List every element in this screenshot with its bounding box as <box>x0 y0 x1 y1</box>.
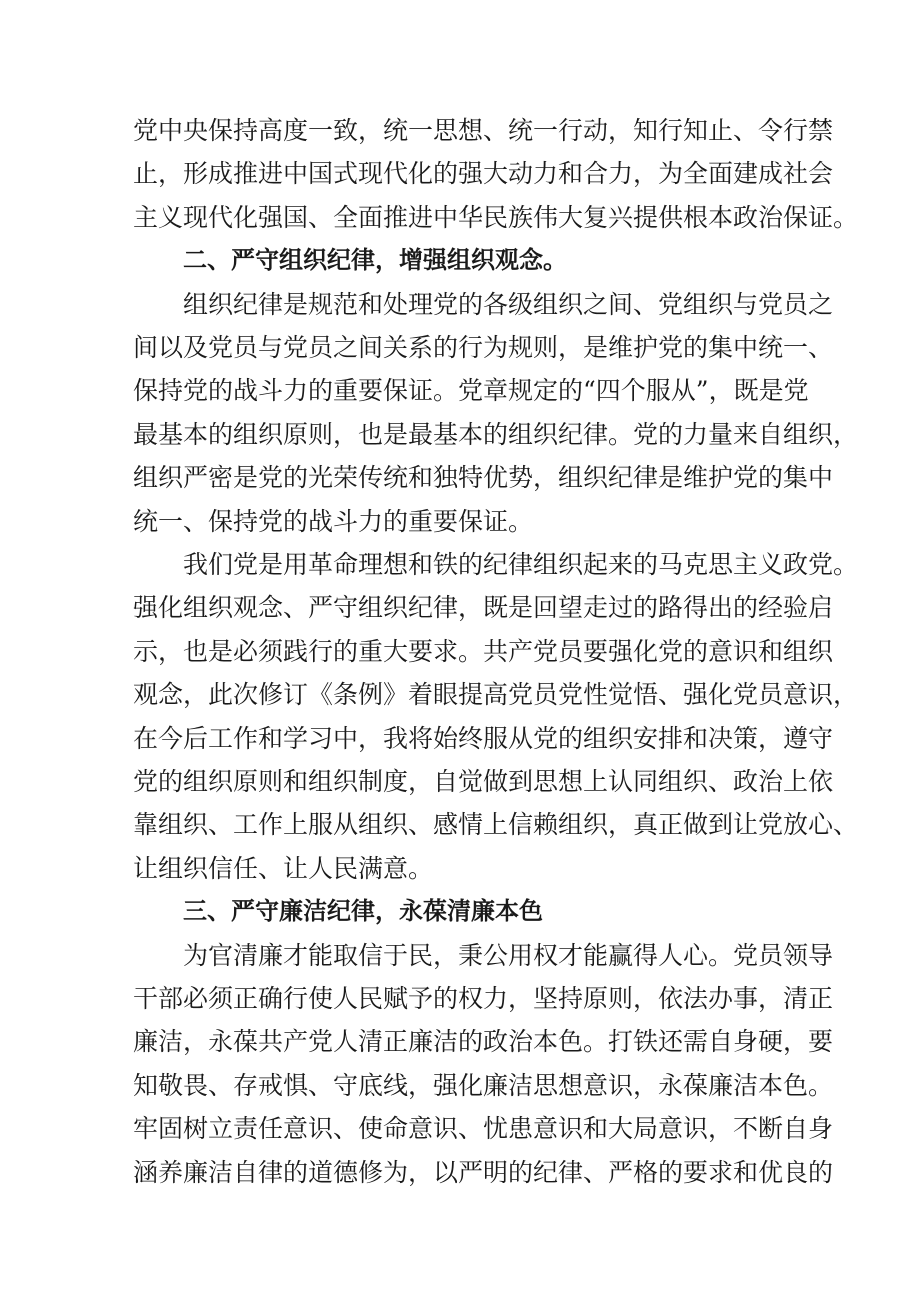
text-line: 为官清廉才能取信于民，秉公用权才能赢得人心。党员领导 <box>183 940 834 970</box>
section-heading: 二、严守组织纪律，增强组织观念。 <box>183 246 567 275</box>
text-line: 最基本的组织原则，也是最基本的组织纪律。党的力量来自组织， <box>133 419 859 449</box>
text-line: 止，形成推进中国式现代化的强大动力和合力，为全面建成社会 <box>133 159 834 189</box>
text-line: 干部必须正确行使人民赋予的权力，坚持原则，依法办事，清正 <box>133 984 834 1013</box>
text-line: 统一、保持党的战斗力的重要保证。 <box>133 506 534 536</box>
text-line: 观念，此次修订《条例》着眼提高党员党性觉悟、强化党员意识， <box>133 680 859 710</box>
section-heading: 三、严守廉洁纪律，永葆清廉本色 <box>183 897 543 926</box>
text-line: 我们党是用革命理想和铁的纪律组织起来的马克思主义政党。 <box>183 550 859 579</box>
text-line: 保持党的战斗力的重要保证。党章规定的“四个服从”，既是党 <box>133 376 809 406</box>
text-line: 组织纪律是规范和处理党的各级组织之间、党组织与党员之 <box>183 289 834 319</box>
text-line: 靠组织、工作上服从组织、感情上信赖组织，真正做到让党放心、 <box>133 810 859 840</box>
text-line: 党的组织原则和组织制度，自觉做到思想上认同组织、政治上依 <box>133 767 834 796</box>
text-line: 让组织信任、让人民满意。 <box>133 853 434 883</box>
text-line: 主义现代化强国、全面推进中华民族伟大复兴提供根本政治保证。 <box>133 202 859 232</box>
text-line: 示，也是必须践行的重大要求。共产党员要强化党的意识和组织 <box>133 636 834 666</box>
text-line: 廉洁，永葆共产党人清正廉洁的政治本色。打铁还需自身硬，要 <box>133 1027 834 1057</box>
text-line: 强化组织观念、严守组织纪律，既是回望走过的路得出的经验启 <box>133 593 834 623</box>
text-line: 牢固树立责任意识、使命意识、忧患意识和大局意识，不断自身 <box>133 1114 834 1144</box>
text-line: 间以及党员与党员之间关系的行为规则，是维护党的集中统一、 <box>133 333 834 362</box>
text-line: 组织严密是党的光荣传统和独特优势，组织纪律是维护党的集中 <box>133 463 834 493</box>
text-line: 党中央保持高度一致，统一思想、统一行动，知行知止、令行禁 <box>133 116 834 145</box>
text-line: 知敬畏、存戒惧、守底线，强化廉洁思想意识，永葆廉洁本色。 <box>133 1070 834 1100</box>
text-line: 在今后工作和学习中，我将始终服从党的组织安排和决策，遵守 <box>133 723 834 753</box>
text-line: 涵养廉洁自律的道德修为，以严明的纪律、严格的要求和优良的 <box>133 1157 834 1187</box>
